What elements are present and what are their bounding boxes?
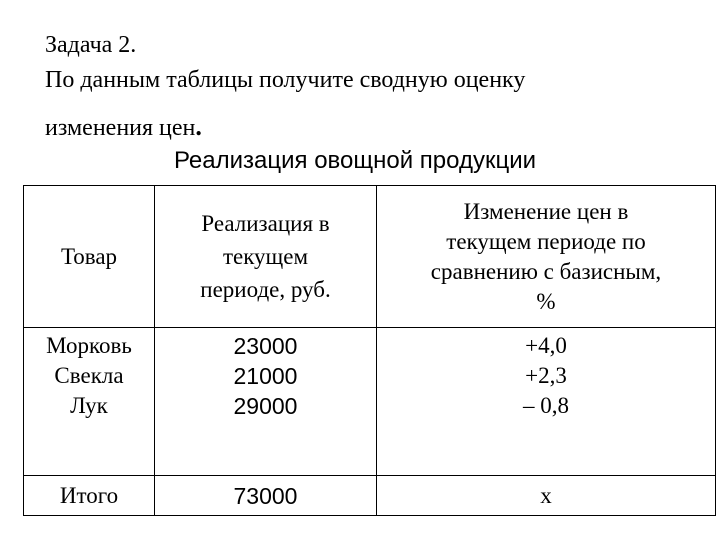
sales-cell xyxy=(155,328,377,476)
table-data-row xyxy=(24,328,716,476)
task-text-line-1: По данным таблицы получите сводную оценку xyxy=(45,67,526,93)
header-price-change-line: текущем периоде по xyxy=(446,228,646,254)
table-title: Реализация овощной продукции xyxy=(173,147,537,174)
header-sales-line: периоде, руб. xyxy=(200,277,331,302)
price-change-value: – 0,8 xyxy=(523,393,569,418)
total-label: Итого xyxy=(24,476,155,516)
task-title: Задача 2. xyxy=(45,32,137,58)
task-text-period: . xyxy=(195,112,202,141)
task-text-line-2 xyxy=(45,114,202,140)
header-price-change-line: Изменение цен в xyxy=(463,198,629,224)
sales-value: 29000 xyxy=(233,393,298,419)
price-change-cell xyxy=(377,328,716,476)
total-price-change: х xyxy=(377,476,716,516)
price-change-value: +2,3 xyxy=(525,363,567,388)
task-text-line-2-words: изменения цен xyxy=(45,115,196,141)
header-sales xyxy=(155,186,377,328)
product-name: Морковь xyxy=(46,333,132,358)
sales-value: 23000 xyxy=(233,333,298,359)
total-sales: 73000 xyxy=(155,476,377,516)
header-sales-line: текущем xyxy=(222,244,309,269)
sales-table xyxy=(23,185,716,516)
header-product-label: Товар xyxy=(60,243,118,269)
header-sales-line: Реализация в xyxy=(201,211,330,236)
sales-value: 21000 xyxy=(233,363,298,389)
header-product xyxy=(24,186,155,328)
header-price-change-line: % xyxy=(536,288,556,314)
table-total-row xyxy=(24,476,716,516)
products-cell xyxy=(24,328,155,476)
product-name: Свекла xyxy=(54,363,124,388)
table-header-row xyxy=(24,186,716,328)
header-price-change xyxy=(377,186,716,328)
header-price-change-line: сравнению с базисным, xyxy=(430,258,662,284)
price-change-value: +4,0 xyxy=(525,333,567,358)
product-name: Лук xyxy=(70,393,108,418)
